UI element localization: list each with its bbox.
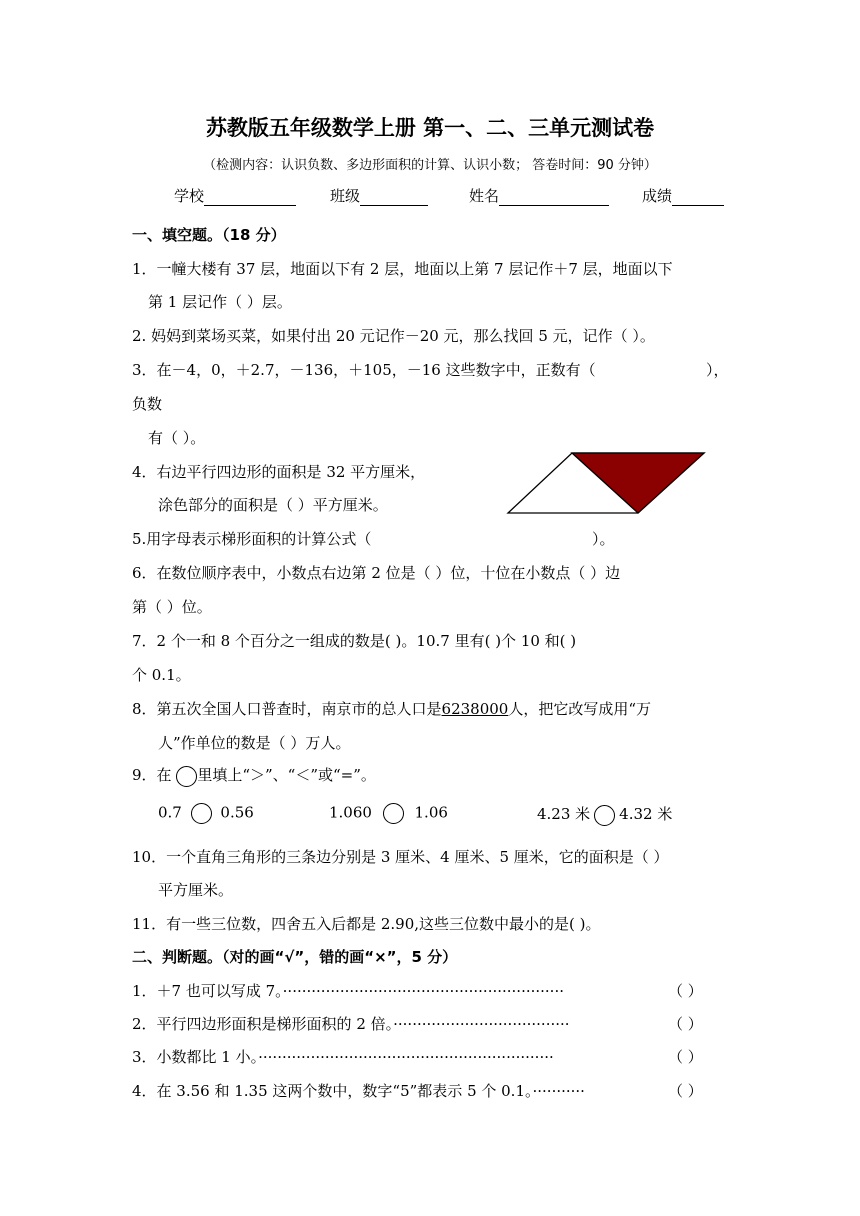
school-field [174,185,296,206]
comparison-1-right: 0.56 [220,803,254,822]
school-label: 学校 [174,187,205,205]
question-3-line3: 有（ ）。 [148,429,206,447]
judge-item-4-paren[interactable]: （ ） [668,1082,703,1100]
comparison-3-left: 4.23 米 [537,805,591,823]
question-10-line2: 平方厘米。 [158,881,234,899]
question-9 [132,764,376,787]
question-6-line2: 第（ ）位。 [132,598,212,616]
question-8-line1 [132,698,651,719]
name-blank[interactable] [499,189,609,206]
question-1-line1: 1．一幢大楼有 37 层，地面以下有 2 层，地面以上第 7 层记作＋7 层，地面以下 [132,260,673,278]
comparison-3-circle[interactable] [594,805,615,826]
comparison-1 [158,803,254,824]
question-8-post: 人，把它改写成用“万 [508,700,652,718]
question-4-line1: 4．右边平行四边形的面积是 32 平方厘米， [132,463,426,481]
score-blank[interactable] [672,189,724,206]
comparison-2-right: 1.06 [414,803,448,822]
question-8-pre: 8．第五次全国人口普查时，南京市的总人口是 [132,700,442,718]
school-blank[interactable] [204,189,296,206]
parallelogram-figure [500,448,710,518]
page-subtitle: （检测内容：认识负数、多边形面积的计算、认识小数； 答卷时间：90 分钟） [203,158,657,173]
question-3-line1: 3．在－4，0，＋2.7，－136，＋105，－16 这些数字中，正数有（ [132,361,596,379]
comparison-3 [537,803,672,826]
question-6-line1: 6．在数位顺序表中，小数点右边第 2 位是（ ）位，十位在小数点（ ）边 [132,564,621,582]
section1-heading: 一、填空题。（18 分） [132,226,286,244]
question-7-line2: 个 0.1。 [132,666,191,684]
question-8-line2: 人”作单位的数是（ ）万人。 [158,734,351,752]
comparison-2-circle[interactable] [383,803,404,824]
judge-item-2-paren[interactable]: （ ） [668,1015,703,1033]
judge-item-4: 4．在 3.56 和 1.35 这两个数中，数字“5”都表示 5 个 0.1。··········· [132,1082,585,1100]
comparison-3-right: 4.32 米 [619,805,673,823]
question-2: 2. 妈妈到菜场买菜，如果付出 20 元记作－20 元，那么找回 5 元，记作（ ）。 [132,327,655,345]
name-label: 姓名 [469,187,500,205]
class-label: 班级 [330,187,361,205]
judge-item-3-paren[interactable]: （ ） [668,1048,703,1066]
question-9-pre: 9．在 [132,766,172,784]
circle-icon [176,766,197,787]
population-number: 6238000 [441,700,509,718]
question-3-paren-end: ）， [706,361,729,379]
score-field [642,185,724,206]
comparison-2-left: 1.060 [329,803,372,822]
class-field [330,185,428,206]
question-5-paren-end: ）。 [592,530,615,548]
judge-item-3: 3．小数都比 1 小。······························································ [132,1048,554,1066]
question-3-line2: 负数 [132,395,163,413]
score-label: 成绩 [642,187,673,205]
page-title: 苏教版五年级数学上册 第一、二、三单元测试卷 [205,116,655,140]
question-10-line1: 10．一个直角三角形的三条边分别是 3 厘米、4 厘米、5 厘米，它的面积是（ ） [132,848,669,866]
question-7-line1: 7．2 个一和 8 个百分之一组成的数是( )。10.7 里有( )个 10 和( ) [132,632,577,650]
judge-item-2: 2．平行四边形面积是梯形面积的 2 倍。····································· [132,1015,570,1033]
comparison-2 [329,803,448,824]
name-field [469,185,609,206]
comparison-1-left: 0.7 [158,803,182,822]
judge-item-1: 1．＋7 也可以写成 7。··························································· [132,982,564,1000]
class-blank[interactable] [360,189,428,206]
question-4-line2: 涂色部分的面积是（ ）平方厘米。 [158,496,388,514]
question-9-post: 里填上“＞”、“＜”或“=”。 [197,766,376,784]
question-11: 11．有一些三位数，四舍五入后都是 2.90,这些三位数中最小的是( )。 [132,915,601,933]
section2-heading: 二、判断题。（对的画“√”，错的画“×”，5 分） [132,948,458,966]
judge-item-1-paren[interactable]: （ ） [668,982,703,1000]
comparison-1-circle[interactable] [191,803,212,824]
question-5: 5.用字母表示梯形面积的计算公式（ [132,530,372,548]
question-1-line2: 第 1 层记作（ ）层。 [148,293,292,311]
